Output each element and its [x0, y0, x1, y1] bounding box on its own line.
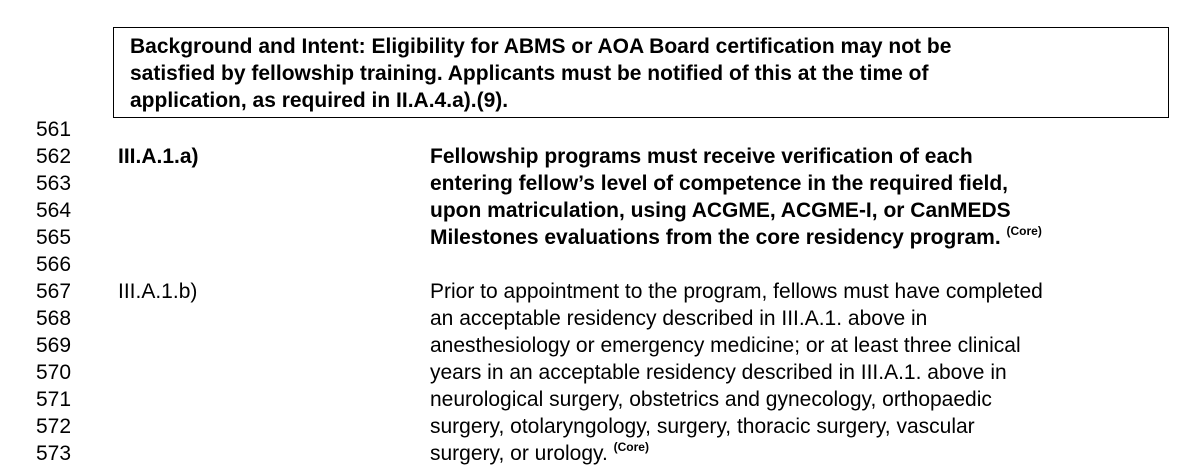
section-id-b: III.A.1.b) [118, 280, 198, 303]
intent-line: application, as required in II.A.4.a).(9). [130, 89, 509, 112]
section-b-line: an acceptable residency described in III.A.1. above in [430, 307, 928, 330]
section-b-line [430, 440, 649, 467]
section-a-line [430, 224, 1042, 251]
section-b-line: neurological surgery, obstetrics and gynecology, orthopaedic [430, 388, 992, 411]
section-b-line: anesthesiology or emergency medicine; or at least three clinical [430, 334, 1021, 357]
section-a-line: entering fellow’s level of competence in the required field, [430, 172, 1009, 195]
section-a-line-text: Milestones evaluations from the core residency program. [430, 226, 1001, 249]
background-intent-box [113, 27, 1169, 118]
line-number: 573 [36, 442, 72, 465]
line-number: 564 [36, 199, 72, 222]
line-number: 565 [36, 226, 72, 249]
intent-line: Background and Intent: Eligibility for ABMS or AOA Board certification may not be [130, 35, 952, 58]
section-b-line: years in an acceptable residency described in III.A.1. above in [430, 361, 1007, 384]
section-b-line: Prior to appointment to the program, fellows must have completed [430, 280, 1043, 303]
line-number: 568 [36, 307, 72, 330]
line-number: 569 [36, 334, 72, 357]
section-a-line: upon matriculation, using ACGME, ACGME-I, or CanMEDS [430, 199, 1011, 222]
section-id-a: III.A.1.a) [118, 145, 199, 168]
line-number: 566 [36, 253, 72, 276]
section-b-line-text: surgery, or urology. [430, 442, 608, 465]
section-b-line: surgery, otolaryngology, surgery, thoracic surgery, vascular [430, 415, 975, 438]
line-number: 562 [36, 145, 72, 168]
section-a-line: Fellowship programs must receive verification of each [430, 145, 973, 168]
line-number: 561 [36, 118, 72, 141]
line-number: 570 [36, 361, 72, 384]
intent-line: satisfied by fellowship training. Applicants must be notified of this at the time of [130, 62, 929, 85]
core-tag: (Core) [1006, 224, 1042, 238]
core-tag: (Core) [613, 440, 649, 454]
line-number: 567 [36, 280, 72, 303]
line-number: 563 [36, 172, 72, 195]
line-number: 571 [36, 388, 72, 411]
line-number: 572 [36, 415, 72, 438]
